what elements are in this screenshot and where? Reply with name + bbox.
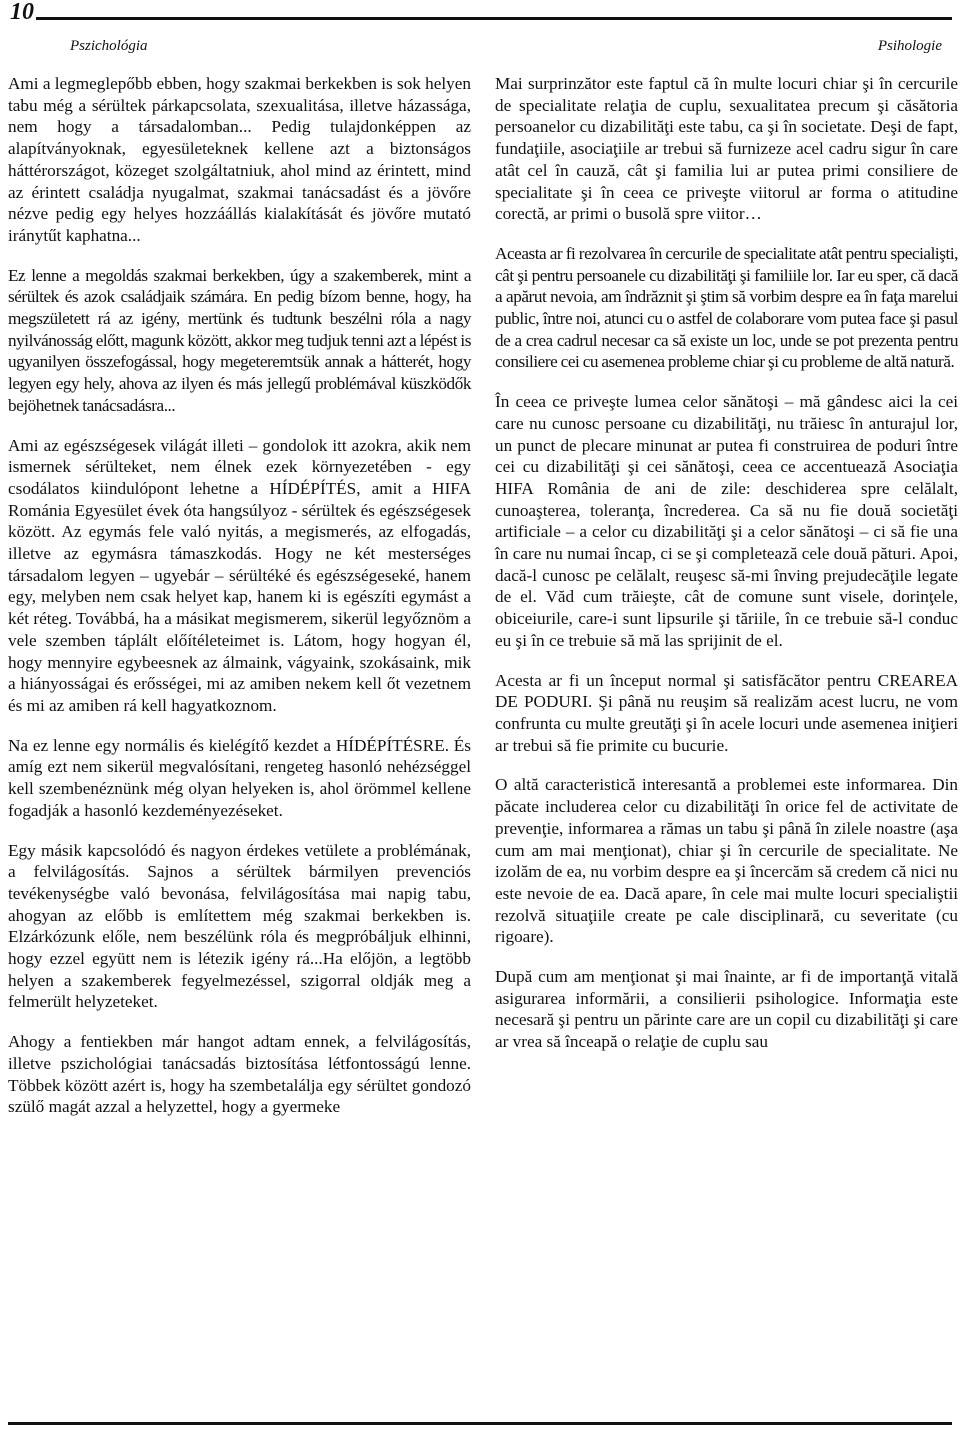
footer-rule: [8, 1422, 952, 1425]
header-rule: [36, 17, 952, 20]
paragraph: Ez lenne a megoldás szakmai berkekben, úgy a szakemberek, mint a sérültek és azok családjaik számára. En pedig bízom benne, hogy, ha megszületett rá az igény, mertünk és tudtunk beszélni róla a nagy nyilvánosság előtt, magunk között, akkor meg tudjuk tenni azt a lépést is ugyanilyen összefogással, hogy megeteremtsük annak a hátterét, hogy legyen egy hely, ahova az ilyen és más jellegű problémával küszködők bejöhetnek tanácsadásra...: [8, 265, 471, 415]
romanian-column: [495, 73, 958, 1071]
hungarian-column: [8, 73, 471, 1136]
paragraph: În ceea ce priveşte lumea celor sănătoşi – mă gândesc aici la cei care nu cunosc persoane cu dizabilităţi, nu trăiesc în anturajul lor, un punct de plecare minunat ar putea fi construirea de poduri între cei cu dizabilităţi şi cei sănătoşi, ceea ce accentuează Asociaţia HIFA România de ani de zile: deschiderea spre celălalt, cunoaşterea, toleranţa, încrederea. Ca să nu fie două societăţi artificiale – a celor cu dizabilităţi şi a celor sănătoşi – ci să fie una în care nu numai încap, ci se şi completează cele două pături. Apoi, dacă-l cunosc pe celălalt, reuşesc să-mi înving prejudecăţile legate de el. Văd cum trăieşte, cât de comune sunt visele, dorinţele, obiceiurile, care-i sunt lipsurile şi tăriile, în ce trebuie să-l conduc eu şi în ce trebuie să mă las sprijinit de el.: [495, 392, 958, 650]
section-label-hungarian: Pszichológia: [70, 38, 148, 54]
paragraph: Ami az egészségesek világát illeti – gondolok itt azokra, akik nem ismernek sérülteket, nem élnek ezek környezetében - egy csodálatos kiindulópont lehetne a HÍDÉPÍTÉS, amit a HIFA Románia Egyesület évek óta hangsúlyoz - sérültek és egészségesek között. Az egymás fele való nyitás, a megismerés, az elfogadás, illetve az egymásra támaszkodás. Hogy ne két mesterséges társadalom legyen – ugyebár – sérültéké és egészségeseké, hanem egy, melyben nem csak helyet kap, hanem ki is egészíti egymást a két réteg. Továbbá, ha a másikat megismerem, sikerül legyőznöm a vele szemben táplált előítéleteimet is. Látom, hogy hogyan él, hogy mennyire egybeesnek az álmaink, vágyaink, szokásaink, mik a hiányosságai és erősségei, mi az amiben nekem kell őt vezetnem és mi az amiben rá kell hagyatkoznom.: [8, 435, 471, 715]
paragraph: Ahogy a fentiekben már hangot adtam ennek, a felvilágosítás, illetve pszichológiai tanácsadás biztosítása létfontosságú lenne. Többek között azért is, hogy ha szembetalálja egy sérültet gondozó szülő magát azzal a helyzettel, hogy a gyermeke: [8, 1032, 471, 1117]
paragraph: După cum am menţionat şi mai înainte, ar fi de importanţă vitală asigurarea informării, a consilierii psihologice. Informaţia este necesară şi pentru un părinte care are un copil cu dizabilităţi şi care ar vrea să înceapă o relaţie de cuplu sau: [495, 967, 958, 1052]
paragraph: Ami a legmeglepőbb ebben, hogy szakmai berkekben is sok helyen tabu még a sérültek párkapcsolata, szexualitása, illetve házassága, nem hogy a társadalomban... Pedig tulajdonképpen az alapítványoknak, egyesületeknek kellene azt a biztonságos háttérországot, közeget szolgáltatniuk, ahol mind az érintett, mind az érintett családja nyugalmat, szakmai tanácsadást és a jövőre nézve pedig egy helyes hozzáállás kialakítását és jövőre mutató iránytűt kaphatna...: [8, 74, 471, 245]
section-label-romanian: Psihologie: [877, 38, 942, 54]
paragraph: Egy másik kapcsolódó és nagyon érdekes vetülete a problémának, a felvilágosítás. Sajnos a sérültek bármilyen prevenciós tevékenységbe való bevonása, felvilágosítása mai napig tabu, ahogyan az előbb is említettem még szakmai berkekben is. Elzárkózunk előle, nem beszélünk róla és megpróbáljuk elhinni, hogy ezzel együtt nem is létezik igény rá...Ha előjön, a legtöbb helyen a szakemberek fegyelmezéssel, szigorral oldják meg a felmerült helyzeteket.: [8, 840, 471, 1012]
paragraph: Acesta ar fi un început normal şi satisfăcător pentru CREAREA DE PODURI. Şi până nu reuşim să realizăm acest lucru, ne vom confrunta cu multe greutăţi şi în acele locuri unde asemenea iniţieri ar trebui să fie primite cu bucurie.: [495, 670, 958, 755]
paragraph: Mai surprinzător este faptul că în multe locuri chiar şi în cercurile de specialitate relaţia de cuplu, sexualitatea precum şi căsătoria persoanelor cu dizabilităţi este tabu, ca şi în societate. Deşi de fapt, fundaţiile, asociaţiile ar trebui să furnizeze acel cadru sigur în care atât cel în cauză, cât şi familia lui ar putea primi consiliere de specialitate şi în ceea ce priveşte viitorul ar forma o atitudine corectă, ar primi o busolă spre viitor…: [495, 74, 958, 224]
paragraph: O altă caracteristică interesantă a problemei este informarea. Din păcate includerea celor cu dizabilităţi în orice fel de activitate de prevenţie, informarea a rămas un tabu şi până în zilele noastre (aşa cum am mai menţionat), chiar şi în cercurile de specialitate. Ne izolăm de ea, nu vorbim despre ea şi încercăm să credem că nici nu este nevoie de ea. Dacă apare, în cele mai multe locuri specialiştii rezolvă situaţiile create pe cale disciplinară, cu severitate (cu rigoare).: [495, 775, 958, 947]
paragraph: Na ez lenne egy normális és kielégítő kezdet a HÍDÉPÍTÉSRE. És amíg ezt nem sikerül megvalósítani, rengeteg hasonló nehézséggel kell szembenéznünk még olyan helyeken is, ahol örömmel kellene fogadják a hasonló kezdeményezéseket.: [8, 735, 471, 820]
page-number: 10: [10, 0, 34, 25]
paragraph: Aceasta ar fi rezolvarea în cercurile de specialitate atât pentru specialişti, cât şi pentru persoanele cu dizabilităţi şi familiile lor. Iar eu sper, că dacă a apărut nevoia, am îndrăznit şi ştim să vorbim despre ea în faţa marelui public, între noi, atunci cu o astfel de colaborare vom putea face şi pasul de a crea cadrul necesar ca să existe un loc, unde se pot prezenta pentru consiliere cei cu asemenea probleme chiar şi cu probleme de altă natură.: [495, 243, 958, 372]
